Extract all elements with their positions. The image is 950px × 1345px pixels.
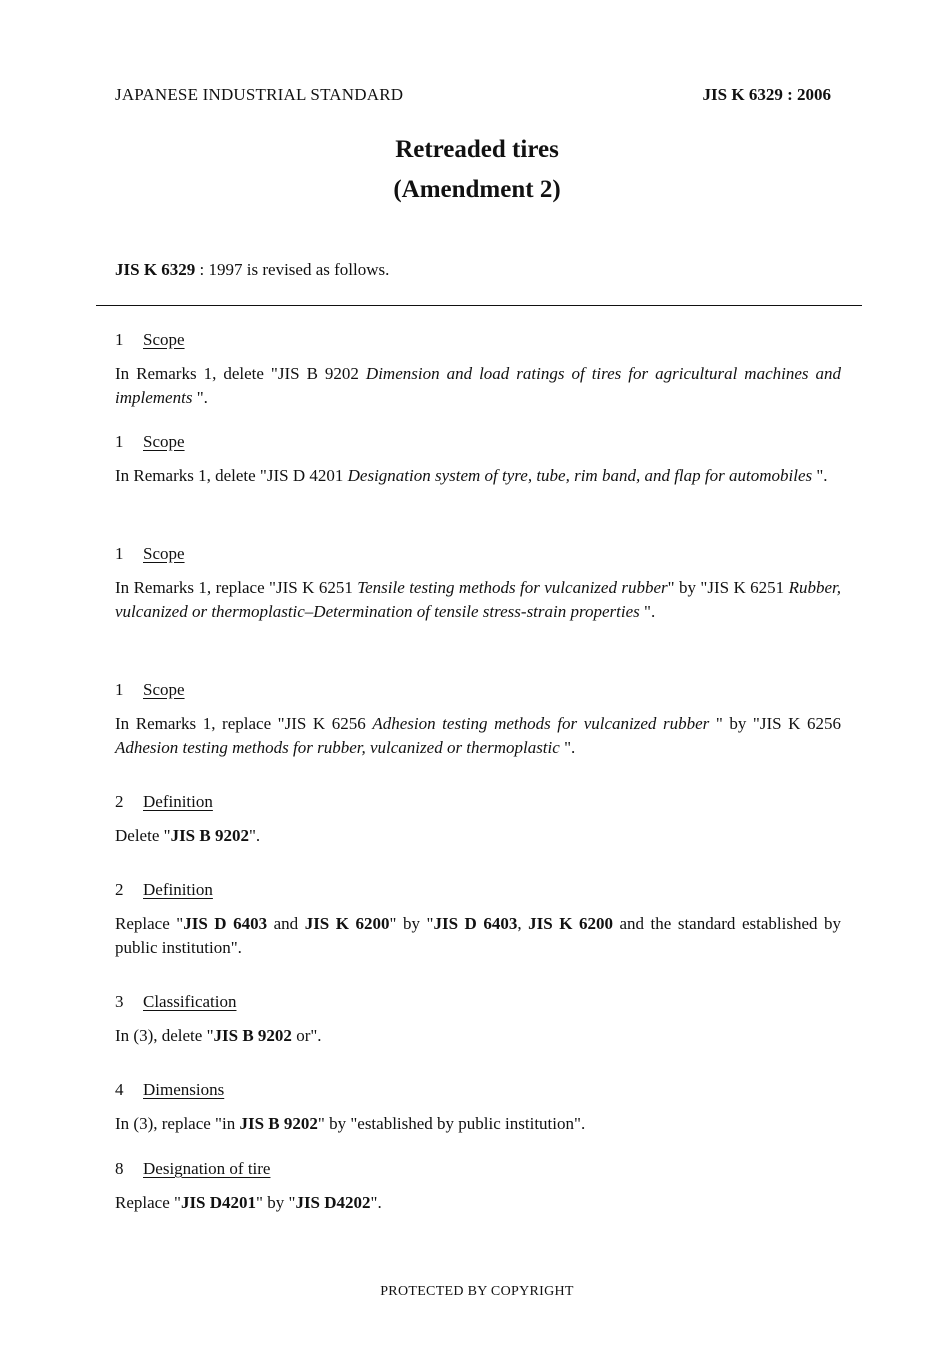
body-text: and (267, 914, 305, 933)
standard-code: JIS D4202 (295, 1193, 371, 1212)
body-text: Delete " (115, 826, 171, 845)
standard-code: JIS B 9202 (213, 1026, 292, 1045)
body-text: and the standard established by public institution". (115, 914, 842, 957)
section-heading (115, 792, 213, 812)
body-text: " by "JIS K 6251 (667, 578, 789, 597)
standard-title-italic: Adhesion testing methods for rubber, vulcanized or thermoplastic (115, 738, 560, 757)
section-title: Definition (143, 880, 213, 899)
section-heading (115, 1080, 224, 1100)
section-body (115, 712, 841, 760)
section-heading (115, 544, 185, 564)
section-number: 2 (115, 792, 124, 811)
section-body (115, 362, 841, 410)
section-title: Scope (143, 544, 185, 563)
body-text: " by " (389, 914, 434, 933)
body-text: ". (639, 602, 656, 621)
body-text: or". (291, 1026, 322, 1045)
body-text: ". (559, 738, 576, 757)
section-heading (115, 680, 185, 700)
section-body (115, 912, 841, 960)
section-body (115, 1112, 841, 1136)
document-subtitle: (Amendment 2) (393, 176, 561, 203)
section-body (115, 1024, 841, 1048)
body-text: In (3), delete " (115, 1026, 214, 1045)
standard-code: JIS B 9202 (239, 1114, 318, 1133)
section-title: Classification (143, 992, 237, 1011)
standard-number: JIS K 6329 : 2006 (702, 85, 831, 104)
section-heading (115, 432, 185, 452)
standard-category: JAPANESE INDUSTRIAL STANDARD (115, 85, 404, 104)
body-text: In Remarks 1, replace "JIS K 6256 (115, 714, 373, 733)
section-number: 1 (115, 330, 124, 349)
section-title: Designation of tire (143, 1159, 271, 1178)
section-body (115, 824, 841, 848)
standard-title-italic: Rubber, vulcanized or thermoplastic–Determination of tensile stress-strain properties (115, 578, 841, 621)
divider (96, 305, 862, 306)
body-text: In Remarks 1, delete "JIS D 4201 (115, 466, 348, 485)
section-body (115, 464, 841, 488)
body-text: Replace " (115, 914, 184, 933)
standard-code: JIS K 6200 (304, 914, 390, 933)
section-number: 2 (115, 880, 124, 899)
body-text: " by " (256, 1193, 296, 1212)
body-text: ". (248, 826, 261, 845)
standard-code: JIS B 9202 (170, 826, 249, 845)
standard-code: JIS K 6200 (528, 914, 613, 933)
section-number: 8 (115, 1159, 124, 1178)
body-text: In (3), replace "in (115, 1114, 240, 1133)
section-title: Definition (143, 792, 213, 811)
copyright-notice: PROTECTED BY COPYRIGHT (380, 1284, 574, 1299)
section-body (115, 576, 841, 624)
body-text: In Remarks 1, replace "JIS K 6251 (115, 578, 358, 597)
standard-title-italic: Tensile testing methods for vulcanized rubber (357, 578, 668, 597)
standard-title-italic: Designation system of tyre, tube, rim band, and flap for automobiles (347, 466, 813, 485)
section-title: Scope (143, 330, 185, 349)
section-heading (115, 992, 236, 1012)
standard-code: JIS D 6403 (183, 914, 268, 933)
section-number: 4 (115, 1080, 124, 1099)
body-text: ". (192, 388, 208, 407)
section-title: Dimensions (143, 1080, 225, 1099)
section-title: Scope (143, 680, 185, 699)
section-heading (115, 330, 185, 350)
section-heading (115, 880, 213, 900)
section-body (115, 1191, 841, 1215)
standard-code: JIS D4201 (180, 1193, 257, 1212)
body-text: ". (370, 1193, 382, 1212)
body-text: In Remarks 1, delete "JIS B 9202 (115, 364, 366, 383)
standard-title-italic: Adhesion testing methods for vulcanized rubber (372, 714, 710, 733)
intro-code: JIS K 6329 (115, 260, 196, 279)
section-number: 1 (115, 544, 124, 563)
body-text: , (517, 914, 529, 933)
section-number: 1 (115, 432, 124, 451)
section-number: 3 (115, 992, 124, 1011)
section-title: Scope (143, 432, 185, 451)
document-title: Retreaded tires (395, 136, 559, 163)
standard-title-italic: Dimension and load ratings of tires for agricultural machines and implements (115, 364, 841, 407)
body-text: ". (812, 466, 828, 485)
section-number: 1 (115, 680, 124, 699)
body-text: Replace " (115, 1193, 181, 1212)
body-text: " by "JIS K 6256 (709, 714, 841, 733)
standard-code: JIS D 6403 (433, 914, 518, 933)
intro-rest: : 1997 is revised as follows. (195, 260, 390, 279)
intro-text (115, 260, 389, 280)
section-heading (115, 1159, 270, 1179)
body-text: " by "established by public institution". (317, 1114, 586, 1133)
